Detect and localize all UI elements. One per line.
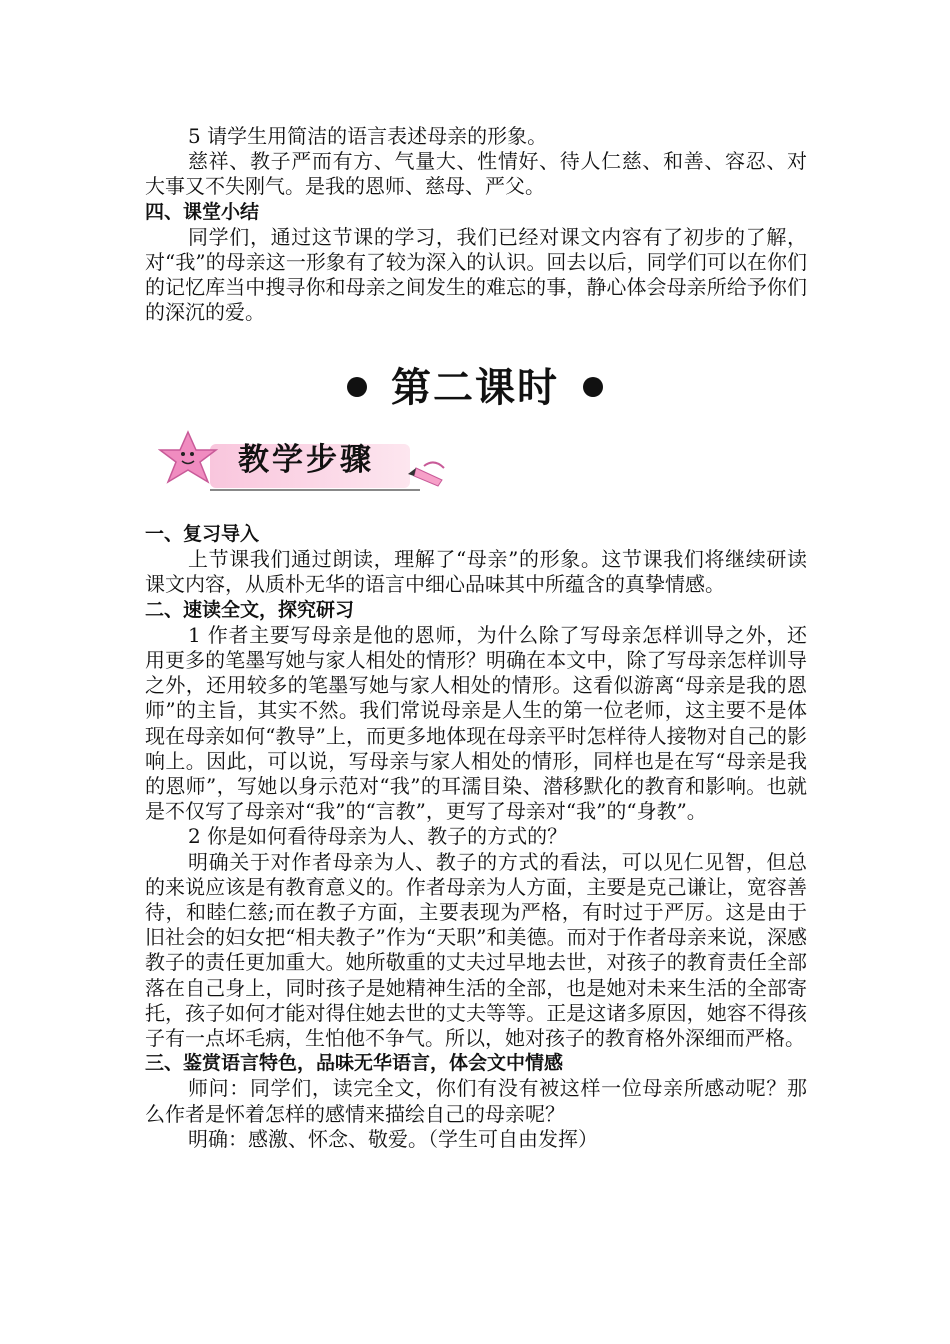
- step3-question: 师问：同学们，读完全文，你们有没有被这样一位母亲所感动呢？那么作者是怀着怎样的感情来描绘自己的母亲呢？: [145, 1076, 807, 1126]
- lesson-title-text: 第二课时: [391, 365, 559, 411]
- item5-question: 5 请学生用简洁的语言表述母亲的形象。: [188, 124, 548, 148]
- bullet-dot-icon: [583, 377, 603, 397]
- lesson-title: [0, 360, 950, 416]
- bullet-dot-icon: [347, 377, 367, 397]
- pencil-hand-icon: [408, 462, 444, 486]
- step2-heading: 二、速读全文，探究研习: [145, 598, 355, 621]
- item5-answer: 慈祥、教子严而有方、气量大、性情好、待人仁慈、和善、容忍、对大事又不失刚气。是我的恩师、慈母、严父。: [145, 149, 807, 199]
- intro-block: [145, 124, 807, 326]
- step2-question1: 1 作者主要写母亲是他的恩师，为什么除了写母亲怎样训导之外，还用更多的笔墨写她与家人相处的情形？明确在本文中，除了写母亲怎样训导之外，还用较多的笔墨写她与家人相处的情形。这看似游离“母亲是我的恩师”的主旨，其实不然。我们常说母亲是人生的第一位老师，这主要不是体现在母亲如何“教导”上，而更多地体现在母亲平时怎样待人接物对自己的影响上。因此，可以说，写母亲与家人相处的情形，同样也是在写“母亲是我的恩师”，写她以身示范对“我”的耳濡目染、潜移默化的教育和影响。也就是不仅写了母亲对“我”的“言教”，更写了母亲对“我”的“身教”。: [145, 622, 807, 824]
- star-mascot-icon: [160, 432, 216, 482]
- summary-text: 同学们，通过这节课的学习，我们已经对课文内容有了初步的了解，对“我”的母亲这一形象有了较为深入的认识。回去以后，同学们可以在你们的记忆库当中搜寻你和母亲之间发生的难忘的事，静心体会母亲所给予你们的深沉的爱。: [145, 224, 807, 325]
- step1-text: 上节课我们通过朗读，理解了“母亲”的形象。这节课我们将继续研读课文内容，从质朴无华的语言中细心品味其中所蕴含的真挚情感。: [145, 547, 807, 597]
- steps-block: [145, 522, 807, 1152]
- step3-answer: 明确：感激、怀念、敬爱。（学生可自由发挥）: [188, 1126, 598, 1151]
- summary-heading: 四、课堂小结: [145, 200, 260, 223]
- step2-question2: 2 你是如何看待母亲为人、教子的方式的？: [188, 824, 568, 849]
- step3-heading: 三、鉴赏语言特色，品味无华语言，体会文中情感: [145, 1052, 564, 1075]
- banner-label: 教学步骤: [238, 442, 374, 478]
- step2-question2-answer: 明确关于对作者母亲为人、教子的方式的看法，可以见仁见智，但总的来说应该是有教育意义的。作者母亲为人方面，主要是克己谦让，宽容善待，和睦仁慈;而在教子方面，主要表现为严格，有时过于严厉。这是由于旧社会的妇女把“相夫教子”作为“天职”和美德。而对于作者母亲来说，深感教子的责任更加重大。她所敬重的丈夫过早地去世，对孩子的教育责任全部落在自己身上，同时孩子是她精神生活的全部，也是她对未来生活的全部寄托，孩子如何才能对得住她去世的丈夫等等。正是这诸多原因，她容不得孩子有一点坏毛病，生怕他不争气。所以，她对孩子的教育格外深细而严格。: [145, 849, 807, 1051]
- step1-heading: 一、复习导入: [145, 523, 260, 545]
